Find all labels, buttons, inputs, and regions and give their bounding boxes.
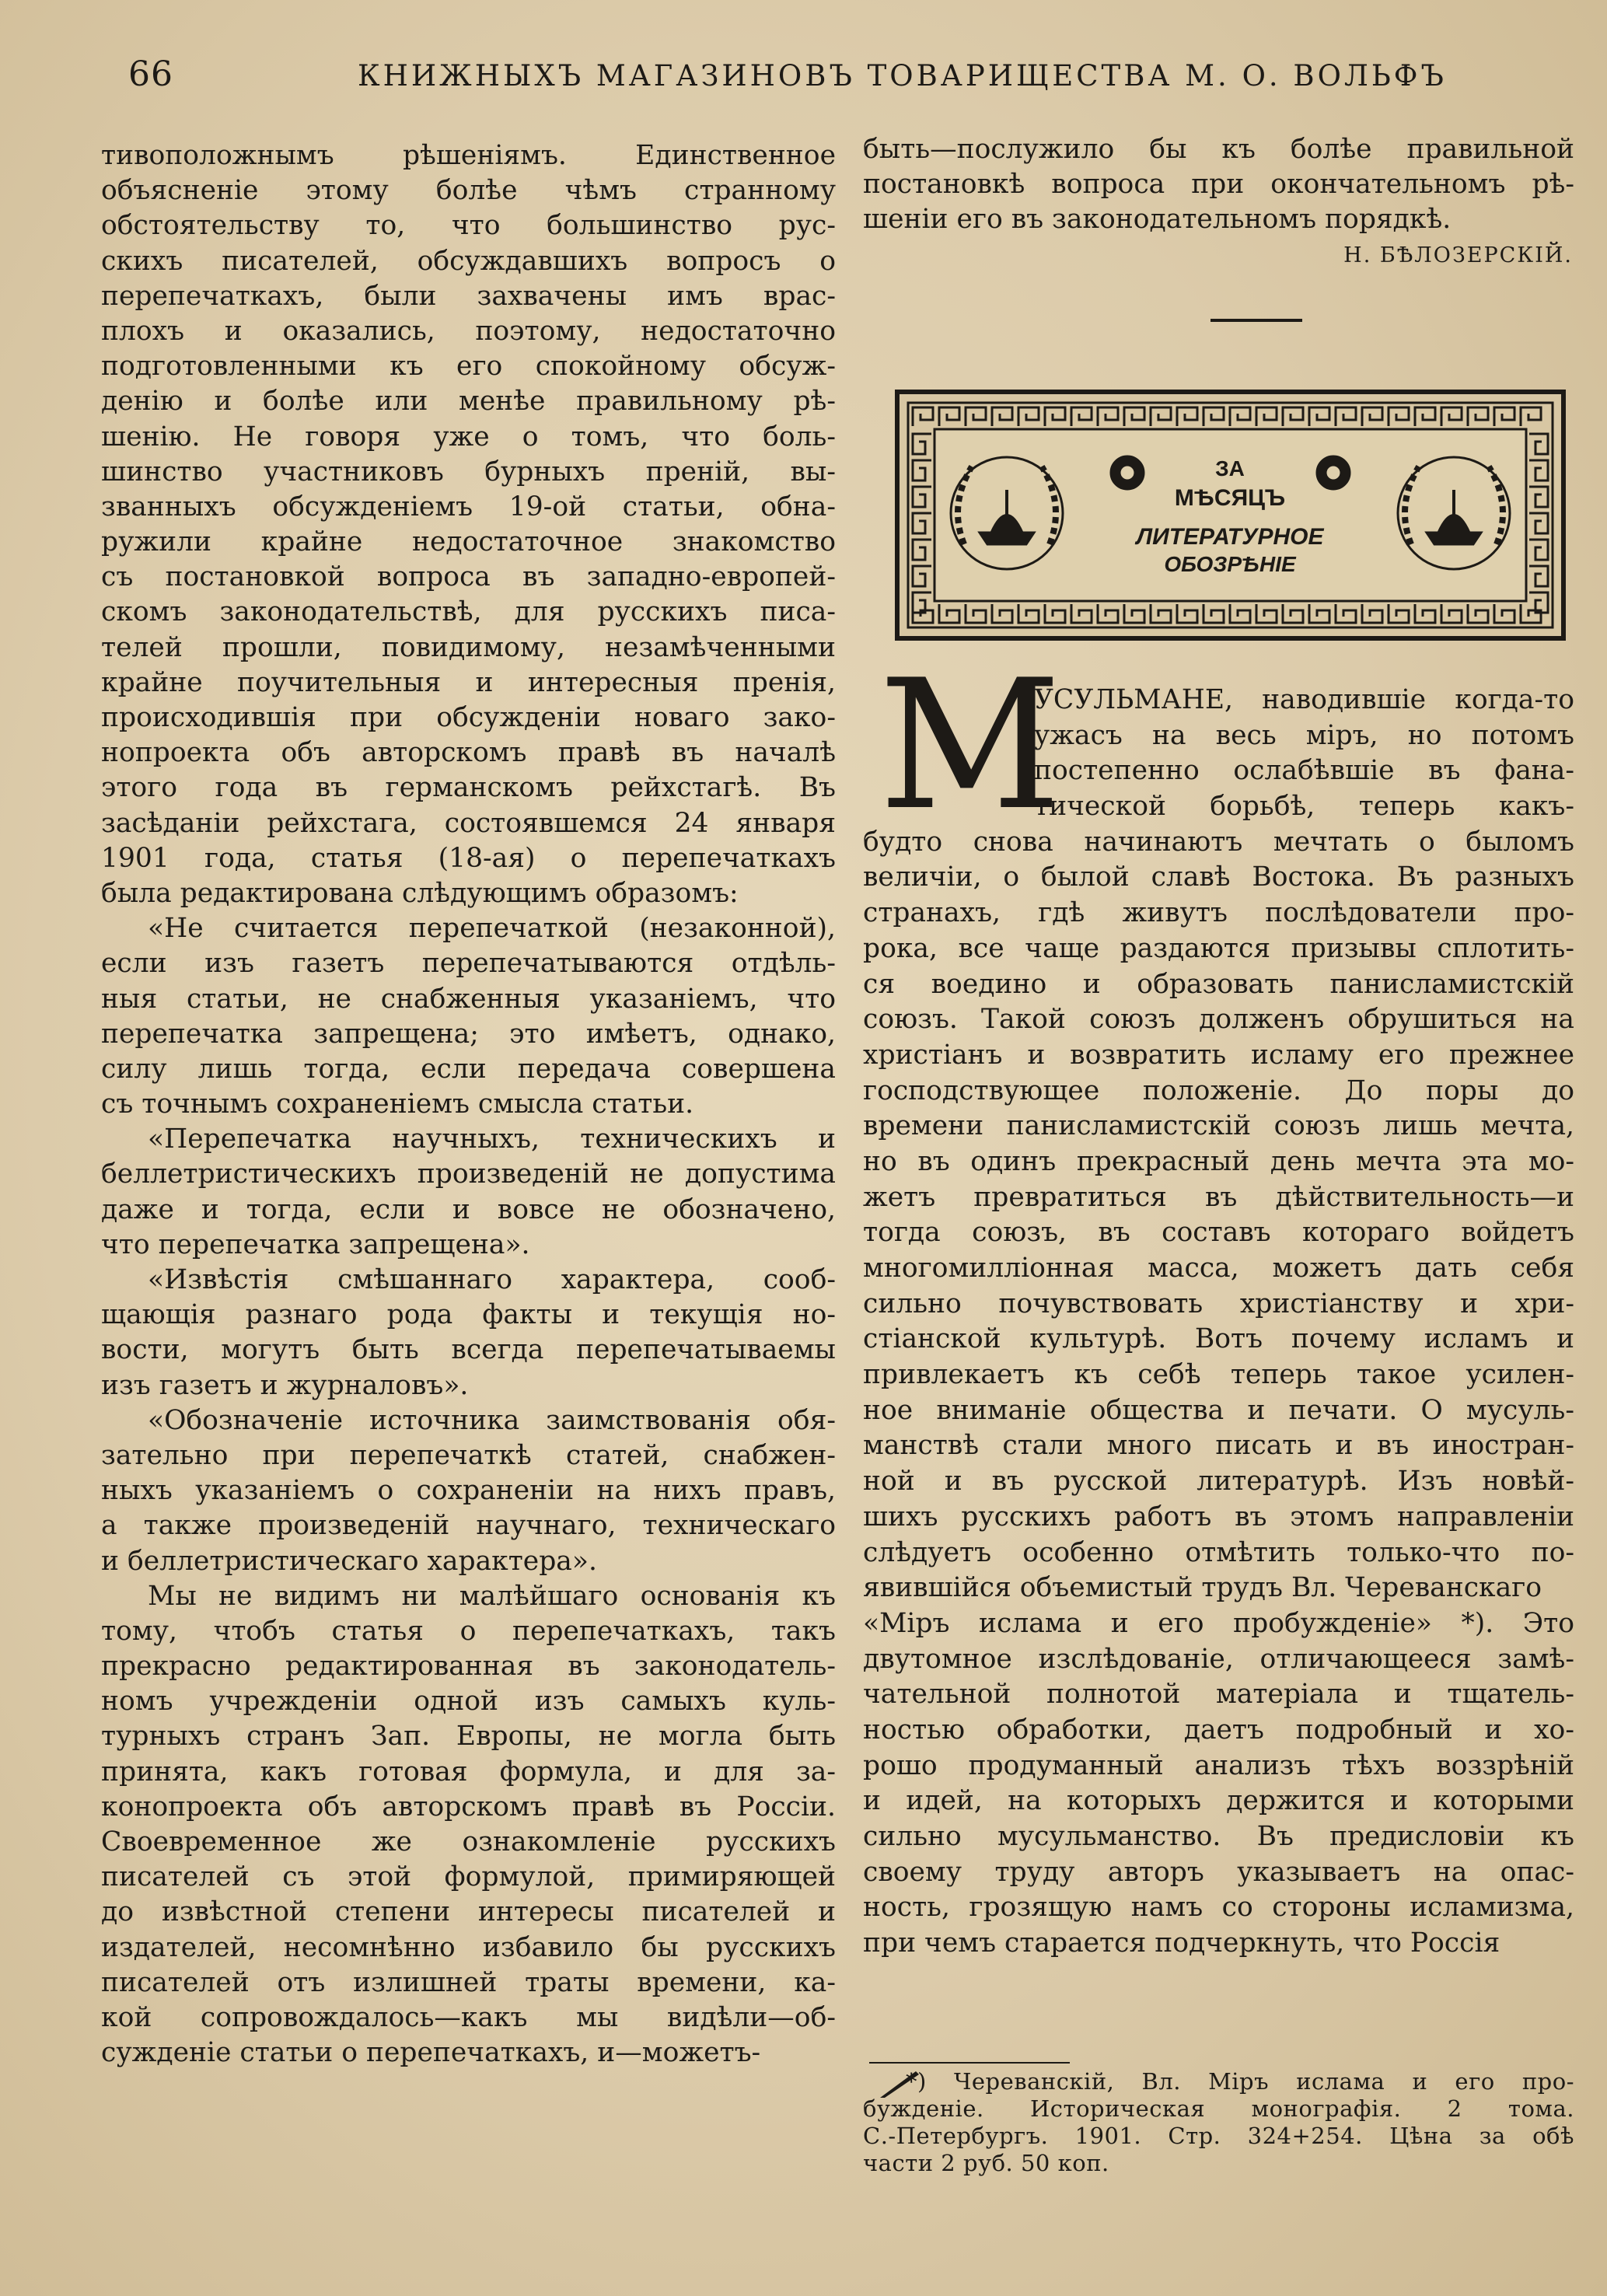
article-line: христіанъ и возвратить исламу его прежнее xyxy=(863,1039,1574,1071)
section-divider xyxy=(1210,319,1302,322)
right-rosette-icon xyxy=(1316,456,1350,490)
left-column-line: нопроекта объ авторскомъ правѣ въ началѣ xyxy=(101,737,836,769)
banner-line-2: МѢСЯЦЪ xyxy=(1174,485,1286,511)
article-line: жетъ превратиться въ дѣйствительность—и xyxy=(863,1181,1574,1213)
article-line: чательной полнотой матеріала и тщатель- xyxy=(863,1679,1574,1711)
article-line: двутомное изслѣдованіе, отличающееся замѣ- xyxy=(863,1643,1574,1675)
article-line: постепенно ослабѣвшіе въ фана- xyxy=(1034,755,1574,787)
left-column-line: была редактирована слѣдующимъ образомъ: xyxy=(101,877,739,909)
section-banner xyxy=(894,389,1567,641)
running-title: КНИЖНЫХЪ МАГАЗИНОВЪ ТОВАРИЩЕСТВА М. О. ВОЛЬФЪ xyxy=(358,59,1447,93)
left-column-line: происходившія при обсужденіи новаго зако- xyxy=(101,702,836,733)
footnote-line: бужденіе. Историческая монографія. 2 тома. xyxy=(863,2095,1574,2122)
left-column-line: званныхъ обсужденіемъ 19-ой статьи, обна- xyxy=(101,491,836,522)
left-column-line: силу лишь тогда, если передача совершена xyxy=(101,1053,836,1085)
article-line: ужасъ на весь міръ, но потомъ xyxy=(1034,719,1574,751)
left-column-line: крайне поучительныя и интересныя пренія, xyxy=(101,666,836,698)
left-column-line: съ точнымъ сохраненіемъ смысла статьи. xyxy=(101,1089,694,1120)
left-column-line: плохъ и оказались, поэтому, недостаточно xyxy=(101,315,836,347)
left-column-line: тивоположнымъ рѣшеніямъ. Единственное xyxy=(101,140,836,171)
article-line: «Міръ ислама и его пробужденіе» *). Это xyxy=(863,1607,1574,1639)
left-column-line: если изъ газетъ перепечатываются отдѣль- xyxy=(101,948,836,980)
left-column-line: перепечатка запрещена; это имѣетъ, однако, xyxy=(101,1018,836,1050)
article-line: сильно почувствовать христіанству и хри- xyxy=(863,1288,1574,1319)
left-column-line: издателей, несомнѣнно избавило бы русскихъ xyxy=(101,1931,836,1963)
right-column-top-line: шеніи его въ законодательномъ порядкѣ. xyxy=(863,204,1452,236)
left-column-line: ныхъ указаніемъ о сохраненіи на нихъ правъ, xyxy=(101,1475,836,1507)
footnote-line: С.-Петербургъ. 1901. Стр. 324+254. Цѣна за обѣ xyxy=(863,2123,1574,2149)
footnote xyxy=(863,2068,1574,2177)
left-column-line: телей прошли, повидимому, незамѣченными xyxy=(101,631,836,663)
article-line: господствующее положеніе. До поры до xyxy=(863,1075,1574,1106)
article-line: и идей, на которыхъ держится и которыми xyxy=(863,1785,1574,1817)
article-line: ной и въ русской литературѣ. Изъ новѣй- xyxy=(863,1466,1574,1497)
article-line: но въ одинъ прекрасный день мечта эта мо- xyxy=(863,1145,1574,1177)
left-column-line: кой сопровождалось—какъ мы видѣли—об- xyxy=(101,2001,836,2033)
left-column-line: шинство участниковъ бурныхъ преній, вы- xyxy=(101,456,836,488)
left-column-line: ныя статьи, не снабженныя указаніемъ, что xyxy=(101,983,836,1015)
left-column-line: «Не считается перепечаткой (незаконной), xyxy=(148,913,836,945)
article-line: привлекаетъ къ себѣ теперь такое усилен- xyxy=(863,1359,1574,1391)
article-line: тической борьбѣ, теперь какъ- xyxy=(1034,791,1574,823)
footnote-rule xyxy=(869,2062,1070,2064)
article-line: своему труду авторъ указываетъ на опас- xyxy=(863,1856,1574,1888)
left-column-line: «Извѣстія смѣшаннаго характера, сооб- xyxy=(148,1264,836,1295)
left-column-line: зательно при перепечаткѣ статей, снабжен- xyxy=(101,1439,836,1471)
article-line: ся воедино и образовать панисламистскій xyxy=(863,968,1574,1000)
left-column-line: подготовленными къ его спокойному обсуж- xyxy=(101,351,836,383)
signature: Н. БѢЛОЗЕРСКІЙ. xyxy=(1343,243,1573,267)
left-column xyxy=(101,138,836,2071)
left-column-line: принята, какъ готовая формула, и для за- xyxy=(101,1756,836,1788)
article-line: явившійся объемистый трудъ Вл. Черeванскаго xyxy=(863,1572,1542,1604)
left-column-line: ружили крайне недостаточное знакомство xyxy=(101,526,836,558)
article-line: многомилліонная масса, можетъ дать себя xyxy=(863,1253,1574,1284)
left-column-line: даже и тогда, если и вовсе не обозначено, xyxy=(101,1193,836,1225)
right-column-top xyxy=(863,132,1574,273)
left-column-line: скихъ писателей, обсуждавшихъ вопросъ о xyxy=(101,245,836,277)
left-column-line: турныхъ странъ Зап. Европы, не могла быть xyxy=(101,1721,836,1753)
article-line: тогда союзъ, въ составъ котораго войдетъ xyxy=(863,1217,1574,1249)
left-column-line: съ постановкой вопроса въ западно-европей- xyxy=(101,561,836,593)
footnote-line: *) Черeванскій, Вл. Міръ ислама и его про- xyxy=(906,2068,1574,2095)
left-column-line: объясненіе этому болѣе чѣмъ странному xyxy=(101,175,836,207)
article-line: слѣдуетъ особенно отмѣтить только-что по- xyxy=(863,1536,1574,1568)
article-line: манствѣ стали много писать и въ иностран- xyxy=(863,1430,1574,1462)
banner-line-1: ЗА xyxy=(1215,456,1245,481)
article-line: рошо продуманный анализъ тѣхъ воззрѣній xyxy=(863,1749,1574,1781)
article-line: УСУЛЬМАНЕ, наводившіе когда-то xyxy=(1034,684,1574,715)
left-column-line: Мы не видимъ ни малѣйшаго основанія къ xyxy=(148,1580,836,1612)
article-line: ностью обработки, даетъ подробный и хо- xyxy=(863,1714,1574,1746)
left-column-line: Своевременное же ознакомленіе русскихъ xyxy=(101,1826,836,1857)
article-line: странахъ, гдѣ живутъ послѣдователи про- xyxy=(863,897,1574,929)
article-line: союзъ. Такой союзъ долженъ обрушиться на xyxy=(863,1004,1574,1036)
article-line: ность, грозящую намъ со стороны исламизма, xyxy=(863,1892,1574,1924)
left-column-line: писателей съ этой формулой, примиряющей xyxy=(101,1861,836,1893)
left-column-line: прекрасно редактированная въ законодатель- xyxy=(101,1651,836,1683)
left-column-line: и беллетристическаго характера». xyxy=(101,1545,597,1577)
article-line: сильно мусульманство. Въ предисловіи къ xyxy=(863,1821,1574,1852)
left-column-line: обстоятельству то, что большинство рус- xyxy=(101,210,836,242)
banner-line-3: ЛИТЕРАТУРНОЕ xyxy=(1136,524,1324,550)
banner-line-4: ОБОЗРѢНІЕ xyxy=(1164,552,1296,576)
left-column-line: конопроекта объ авторскомъ правѣ въ Россіи. xyxy=(101,1791,836,1822)
left-column-line: изъ газетъ и журналовъ». xyxy=(101,1369,469,1401)
article-line: величіи, о былой славѣ Востока. Въ разныхъ xyxy=(863,861,1574,893)
article-line: рока, все чаще раздаются призывы сплотить- xyxy=(863,932,1574,964)
left-column-line: номъ учрежденіи одной изъ самыхъ куль- xyxy=(101,1686,836,1718)
quill-pen-icon xyxy=(877,2068,924,2099)
right-column-top-line: быть—послужило бы къ болѣе правильной xyxy=(863,134,1574,165)
left-column-line: что перепечатка запрещена». xyxy=(101,1228,530,1260)
left-column-line: тому, чтобъ статья о перепечаткахъ, такъ xyxy=(101,1615,836,1647)
left-column-line: перепечаткахъ, были захвачены имъ врас- xyxy=(101,280,836,312)
left-column-line: сужденіе статьи о перепечаткахъ, и—можетъ- xyxy=(101,2037,761,2069)
page-number: 66 xyxy=(128,54,173,94)
footnote-line: части 2 руб. 50 коп. xyxy=(863,2150,1109,2176)
left-column-line: «Перепечатка научныхъ, техническихъ и xyxy=(148,1124,836,1155)
left-column-line: шенію. Не говоря уже о томъ, что боль- xyxy=(101,421,836,453)
left-column-line: скомъ законодательствѣ, для русскихъ писа- xyxy=(101,596,836,628)
left-column-line: беллетристическихъ произведеній не допустима xyxy=(101,1158,836,1190)
left-column-line: этого года въ германскомъ рейхстагѣ. Въ xyxy=(101,772,836,804)
running-head xyxy=(0,54,1607,101)
drop-cap: М xyxy=(879,642,1062,850)
article-line: ное вниманіе общества и печати. О мусуль- xyxy=(863,1394,1574,1426)
article-line: стіанской культурѣ. Вотъ почему исламъ и xyxy=(863,1323,1574,1355)
article-line: времени панисламистскій союзъ лишь мечта, xyxy=(863,1110,1574,1142)
left-column-line: 1901 года, статья (18-ая) о перепечаткахъ xyxy=(101,842,836,874)
right-column-top-line: постановкѣ вопроса при окончательномъ рѣ- xyxy=(863,169,1574,201)
article-line: при чемъ старается подчеркнуть, что Россія xyxy=(863,1927,1500,1959)
left-rosette-icon xyxy=(1110,456,1144,490)
left-column-line: денію и болѣе или менѣе правильному рѣ- xyxy=(101,386,836,418)
left-column-line: вости, могутъ быть всегда перепечатываемы xyxy=(101,1334,836,1366)
article-line: шихъ русскихъ работъ въ этомъ направленіи xyxy=(863,1501,1574,1532)
article-line: будто снова начинаютъ мечтать о быломъ xyxy=(863,826,1574,858)
left-column-line: писателей отъ излишней траты времени, ка- xyxy=(101,1966,836,1998)
left-column-line: щающія разнаго рода факты и текущія но- xyxy=(101,1299,836,1331)
left-column-line: засѣданіи рейхстага, состоявшемся 24 января xyxy=(101,807,836,839)
left-column-line: «Обозначеніе источника заимствованія обя- xyxy=(148,1404,836,1436)
left-column-line: до извѣстной степени интересы писателей и xyxy=(101,1896,836,1928)
article-body xyxy=(863,642,1574,1962)
left-column-line: а также произведеній научнаго, техническаго xyxy=(101,1510,836,1542)
